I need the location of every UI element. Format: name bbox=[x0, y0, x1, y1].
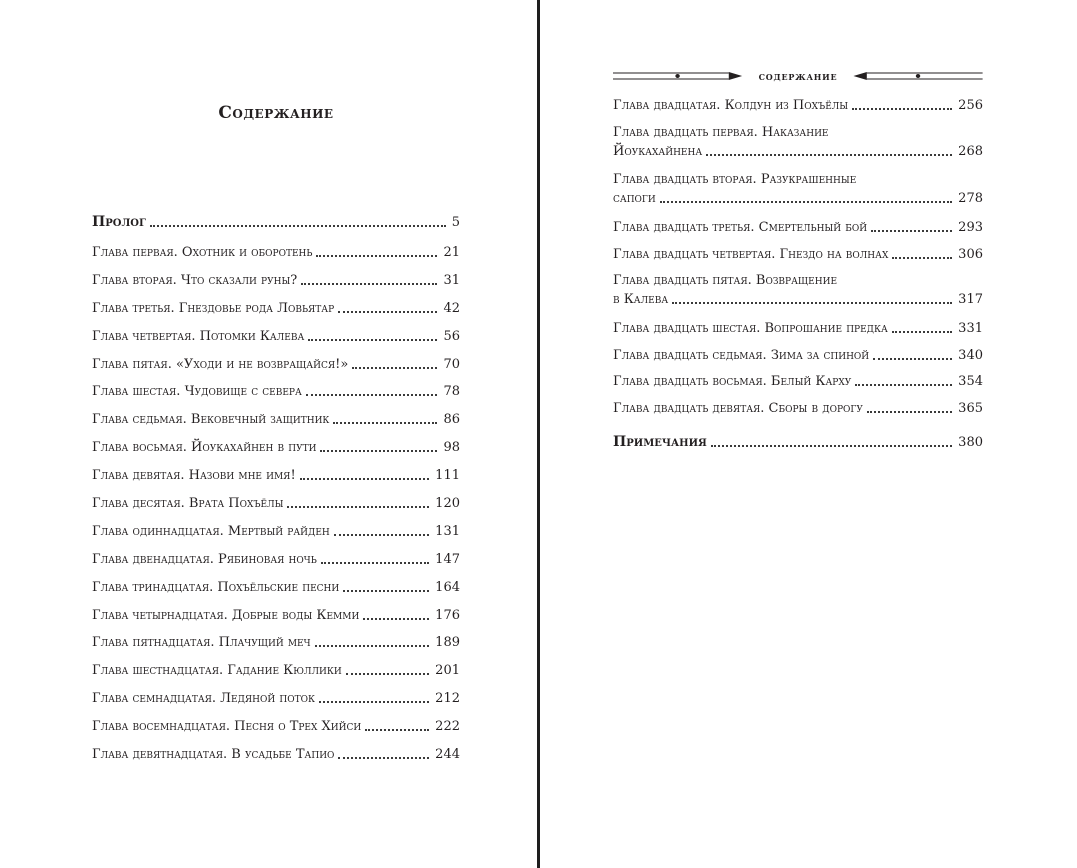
toc-entry-page: 212 bbox=[435, 691, 460, 707]
dot-leader bbox=[319, 701, 429, 703]
toc-entry[interactable] bbox=[92, 717, 460, 745]
toc-entry-label: Глава двенадцатая. Рябиновая ночь bbox=[92, 551, 317, 567]
toc-entry-label: Глава двадцать шестая. Вопрошание предка bbox=[613, 320, 888, 336]
toc-entry[interactable] bbox=[613, 170, 983, 218]
toc-entry-page: 131 bbox=[435, 523, 460, 539]
toc-title: Содержание bbox=[218, 103, 334, 123]
toc-entry[interactable] bbox=[613, 346, 983, 373]
dot-leader bbox=[338, 311, 437, 313]
toc-entry[interactable] bbox=[92, 578, 460, 606]
toc-entry-page: 293 bbox=[958, 219, 983, 235]
header-ornament-left bbox=[613, 66, 747, 86]
toc-entry-page: 31 bbox=[443, 272, 460, 288]
dot-leader bbox=[855, 384, 952, 386]
dot-leader bbox=[365, 729, 429, 731]
toc-entry-page: 21 bbox=[443, 245, 460, 260]
dot-leader bbox=[320, 450, 437, 452]
toc-entry-label: Примечания bbox=[613, 434, 707, 451]
toc-entry[interactable] bbox=[92, 522, 460, 550]
toc-entry-page: 98 bbox=[443, 440, 460, 456]
toc-entry-label: Глава девятая. Назови мне имя! bbox=[92, 468, 296, 484]
toc-entry[interactable] bbox=[92, 438, 460, 466]
toc-entry-page: 164 bbox=[435, 579, 460, 595]
toc-entry-page: 5 bbox=[451, 215, 460, 230]
toc-entry-label: Глава десятая. Врата Похъёлы bbox=[92, 496, 284, 512]
toc-entry-label: Глава одиннадцатая. Мертвый райден bbox=[92, 523, 330, 539]
toc-entry[interactable] bbox=[613, 218, 983, 245]
dot-leader bbox=[892, 331, 952, 333]
toc-entry-page: 340 bbox=[958, 347, 983, 363]
dot-leader bbox=[287, 506, 429, 508]
toc-entry-label: Глава восемнадцатая. Песня о Трех Хийси bbox=[92, 719, 362, 735]
toc-entry-label: Глава девятнадцатая. В усадьбе Тапио bbox=[92, 747, 335, 763]
toc-entry-page: 70 bbox=[443, 356, 460, 372]
toc-entry-label: Йоукахайнена bbox=[613, 143, 703, 159]
toc-entry[interactable] bbox=[613, 319, 983, 346]
toc-entry-label: Глава тринадцатая. Похъёльские песни bbox=[92, 579, 340, 595]
toc-entry-page: 354 bbox=[958, 374, 983, 390]
header-ornament-right bbox=[849, 66, 983, 86]
toc-entry-page: 78 bbox=[443, 384, 460, 400]
toc-entry[interactable] bbox=[92, 299, 460, 327]
dot-leader bbox=[333, 422, 437, 424]
dot-leader bbox=[343, 590, 429, 592]
toc-entry-page: 222 bbox=[435, 719, 460, 735]
dot-leader bbox=[711, 445, 952, 447]
toc-entry[interactable] bbox=[92, 243, 460, 271]
toc-entry[interactable] bbox=[613, 123, 983, 171]
toc-entry-label: Глава вторая. Что сказали руны? bbox=[92, 272, 298, 288]
toc-entry[interactable] bbox=[613, 399, 983, 426]
dot-leader bbox=[334, 534, 429, 536]
toc-entry[interactable] bbox=[92, 633, 460, 661]
toc-entry[interactable] bbox=[92, 606, 460, 634]
dot-leader bbox=[363, 618, 429, 620]
toc-entry-page: 56 bbox=[443, 328, 460, 344]
dot-leader bbox=[892, 257, 952, 259]
running-header-text: содержание bbox=[758, 69, 838, 83]
toc-entry[interactable] bbox=[613, 96, 983, 123]
toc-entry-label: Глава четырнадцатая. Добрые воды Кемми bbox=[92, 607, 360, 623]
toc-entry-label: Глава двадцать седьмая. Зима за спиной bbox=[613, 347, 870, 363]
dot-leader bbox=[306, 394, 438, 396]
toc-entry-label-line1: Глава двадцать вторая. Разукрашенные bbox=[613, 172, 857, 188]
toc-entry-label: сапоги bbox=[613, 191, 656, 207]
toc-entry-label: Глава двадцать третья. Смертельный бой bbox=[613, 219, 868, 235]
toc-entry-page: 147 bbox=[435, 551, 460, 567]
toc-entry-page: 189 bbox=[435, 635, 460, 651]
toc-entry[interactable] bbox=[92, 661, 460, 689]
running-header bbox=[613, 66, 983, 86]
toc-entry-page: 331 bbox=[958, 320, 983, 336]
toc-entry-label: Глава первая. Охотник и оборотень bbox=[92, 245, 313, 260]
toc-entry[interactable] bbox=[613, 245, 983, 272]
book-spine bbox=[537, 0, 540, 868]
dot-leader bbox=[346, 673, 430, 675]
toc-entry-page: 244 bbox=[435, 747, 460, 763]
toc-entry[interactable] bbox=[613, 271, 983, 319]
toc-entry-page: 268 bbox=[958, 143, 983, 159]
toc-entry-page: 317 bbox=[958, 292, 983, 308]
dot-leader bbox=[660, 201, 952, 203]
toc-entry-label: Глава шестая. Чудовище с севера bbox=[92, 384, 302, 400]
toc-entry-label: Глава шестнадцатая. Гадание Кюллики bbox=[92, 663, 342, 679]
toc-entry[interactable] bbox=[92, 271, 460, 299]
dot-leader bbox=[301, 283, 437, 285]
toc-entry-page: 380 bbox=[958, 435, 983, 451]
toc-entry[interactable] bbox=[92, 327, 460, 355]
toc-entry-label: Глава двадцать четвертая. Гнездо на волнах bbox=[613, 246, 889, 262]
toc-entry-notes[interactable] bbox=[613, 433, 983, 460]
dot-leader bbox=[867, 411, 952, 413]
toc-entry-page: 201 bbox=[435, 663, 460, 679]
toc-entry-page: 176 bbox=[435, 607, 460, 623]
toc-entry-label: Глава семнадцатая. Ледяной поток bbox=[92, 691, 315, 707]
toc-entry[interactable] bbox=[92, 355, 460, 383]
dot-leader bbox=[150, 225, 446, 227]
dot-leader bbox=[308, 339, 437, 341]
dot-leader bbox=[352, 367, 437, 369]
toc-list-left bbox=[92, 213, 460, 773]
toc-entry-page: 111 bbox=[435, 468, 460, 484]
toc-entry[interactable] bbox=[92, 466, 460, 494]
toc-entry-page: 120 bbox=[435, 496, 460, 512]
dot-leader bbox=[871, 230, 952, 232]
toc-entry-page: 256 bbox=[958, 98, 983, 113]
toc-entry[interactable] bbox=[92, 410, 460, 438]
toc-entry-prologue[interactable] bbox=[92, 213, 460, 243]
toc-entry[interactable] bbox=[92, 382, 460, 410]
toc-entry-label: в Калева bbox=[613, 292, 669, 308]
dot-leader bbox=[338, 757, 429, 759]
dot-leader bbox=[672, 302, 952, 304]
toc-list-right bbox=[613, 96, 983, 460]
toc-entry-label: Глава пятнадцатая. Плачущий меч bbox=[92, 635, 311, 651]
toc-entry[interactable] bbox=[92, 550, 460, 578]
toc-entry-label: Глава двадцать восьмая. Белый Карху bbox=[613, 374, 852, 390]
toc-entry-page: 306 bbox=[958, 246, 983, 262]
toc-entry-page: 42 bbox=[443, 300, 460, 316]
dot-leader bbox=[706, 154, 952, 156]
dot-leader bbox=[315, 645, 430, 647]
dot-leader bbox=[873, 358, 952, 360]
dot-leader bbox=[316, 255, 437, 257]
toc-entry-label-line1: Глава двадцать первая. Наказание bbox=[613, 124, 829, 140]
toc-entry-label: Глава седьмая. Вековечный защитник bbox=[92, 412, 330, 428]
toc-entry-label: Глава восьмая. Йоукахайнен в пути bbox=[92, 440, 317, 456]
toc-entry[interactable] bbox=[92, 494, 460, 522]
toc-entry-label: Глава двадцатая. Колдун из Похъёлы bbox=[613, 98, 849, 113]
toc-entry[interactable] bbox=[92, 689, 460, 717]
toc-entry-label: Глава четвертая. Потомки Калева bbox=[92, 328, 305, 344]
toc-entry-label: Пролог bbox=[92, 214, 146, 230]
toc-entry-label-line1: Глава двадцать пятая. Возвращение bbox=[613, 273, 838, 289]
toc-entry-label: Глава двадцать девятая. Сборы в дорогу bbox=[613, 401, 863, 417]
dot-leader bbox=[300, 478, 429, 480]
toc-entry[interactable] bbox=[92, 745, 460, 773]
toc-entry-label: Глава пятая. «Уходи и не возвращайся!» bbox=[92, 356, 349, 372]
toc-entry[interactable] bbox=[613, 372, 983, 399]
toc-entry-page: 86 bbox=[443, 412, 460, 428]
dot-leader bbox=[321, 562, 429, 564]
toc-entry-page: 365 bbox=[958, 401, 983, 417]
dot-leader bbox=[852, 108, 952, 110]
toc-entry-page: 278 bbox=[958, 191, 983, 207]
toc-entry-label: Глава третья. Гнездовье рода Ловьятар bbox=[92, 300, 335, 316]
